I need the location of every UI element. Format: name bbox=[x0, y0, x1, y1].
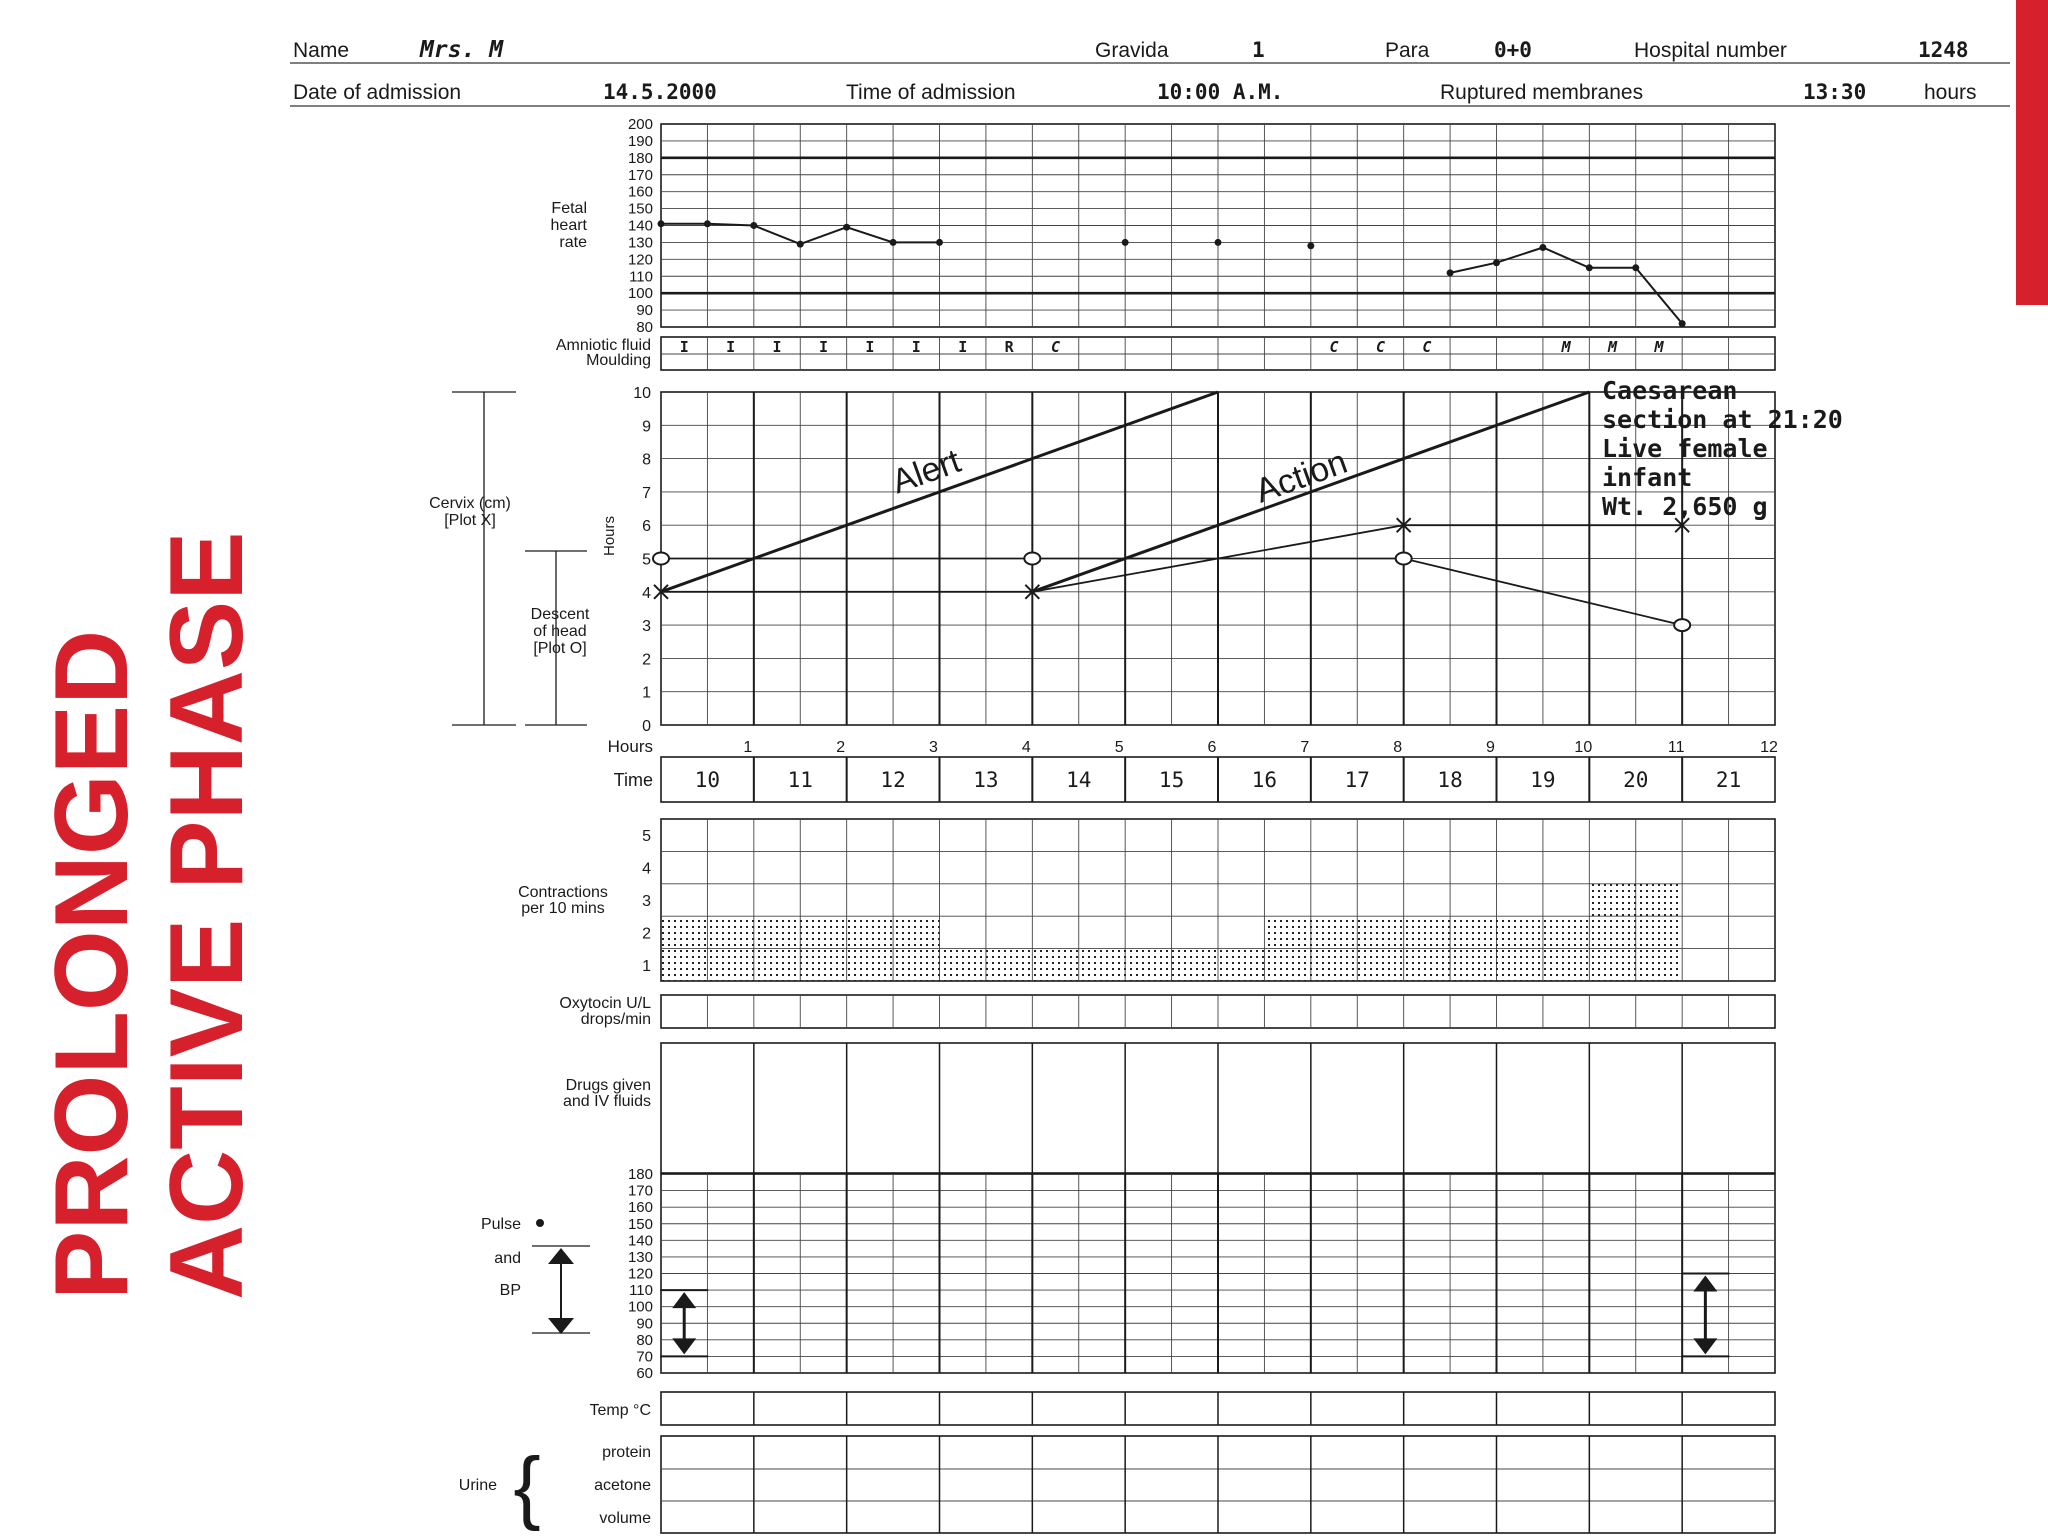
time-row-value: 11 bbox=[787, 768, 813, 792]
contractions-tick-label: 5 bbox=[642, 828, 651, 846]
amniotic-cell: M bbox=[1608, 338, 1618, 356]
fhr-point bbox=[1307, 242, 1314, 249]
hours-row bbox=[608, 737, 1778, 756]
hours-row-value: 12 bbox=[1760, 739, 1778, 756]
hours-row-value: 6 bbox=[1207, 739, 1217, 756]
fhr-point bbox=[890, 239, 897, 246]
descent-label-line: [Plot O] bbox=[533, 640, 587, 657]
pulse-bp-tick-label: 170 bbox=[627, 1182, 653, 1200]
fhr-point bbox=[750, 222, 757, 229]
cervix-label-line: [Plot X] bbox=[444, 512, 496, 529]
cervix-tick-label: 2 bbox=[642, 651, 651, 669]
time-row-label: Time bbox=[613, 770, 653, 790]
membranes-label: Ruptured membranes bbox=[1440, 81, 1644, 104]
contraction-bar bbox=[1497, 916, 1543, 981]
contraction-bar bbox=[707, 916, 753, 981]
urine-sub-label: volume bbox=[599, 1510, 651, 1527]
amniotic-cell: R bbox=[1004, 338, 1014, 356]
contractions-label-line: Contractions bbox=[518, 884, 608, 901]
bp-legend-arrow-down-icon bbox=[548, 1318, 574, 1334]
contraction-bar bbox=[847, 916, 893, 981]
time-row bbox=[614, 757, 1775, 802]
fhr-point bbox=[704, 220, 711, 227]
pulse-label: Pulse bbox=[480, 1216, 521, 1233]
action-label: Action bbox=[1250, 442, 1353, 511]
drugs-block bbox=[563, 1043, 1775, 1173]
time-row-value: 13 bbox=[973, 768, 999, 792]
fhr-point bbox=[1215, 239, 1222, 246]
hours-row-label: Hours bbox=[607, 737, 653, 756]
cervix-tick-label: 3 bbox=[642, 618, 651, 636]
pulse-bp-tick-label: 60 bbox=[636, 1365, 653, 1382]
drugs-label-line: Drugs given bbox=[565, 1077, 651, 1094]
amniotic-cell: M bbox=[1561, 338, 1571, 356]
delivery-annotation-line: Caesarean bbox=[1602, 376, 1738, 405]
fhr-tick-label: 130 bbox=[627, 234, 653, 252]
pulse-bp-label bbox=[481, 1166, 653, 1382]
delivery-annotation-line: section at 21:20 bbox=[1602, 405, 1843, 434]
pulse-and-label: and bbox=[494, 1250, 521, 1267]
amniotic-label-line: Moulding bbox=[586, 352, 651, 369]
contraction-bar bbox=[1125, 949, 1171, 981]
contraction-bar bbox=[986, 949, 1032, 981]
bp-arrow-up-icon bbox=[672, 1292, 696, 1308]
hours-row-value: 3 bbox=[929, 739, 938, 756]
bp-arrow-down-icon bbox=[1693, 1338, 1717, 1354]
fhr-tick-label: 120 bbox=[627, 251, 653, 269]
urine-sub-label: protein bbox=[602, 1444, 651, 1461]
pulse-bp-tick-label: 120 bbox=[627, 1265, 653, 1283]
time-row-value: 15 bbox=[1158, 768, 1185, 792]
fhr-tick-label: 180 bbox=[627, 149, 653, 167]
fhr-label-line: heart bbox=[550, 217, 587, 234]
header-block bbox=[290, 37, 2010, 106]
hours-row-value: 7 bbox=[1300, 739, 1310, 756]
fhr-tick-label: 150 bbox=[627, 200, 653, 218]
amniotic-cell: M bbox=[1654, 338, 1664, 356]
oxytocin-label-line: drops/min bbox=[580, 1011, 651, 1028]
contraction-bar bbox=[1589, 884, 1635, 981]
delivery-annotation-line: Live female bbox=[1602, 434, 1768, 463]
amniotic-cell: I bbox=[679, 338, 689, 356]
pulse-bp-grid bbox=[661, 1174, 1775, 1373]
urine-label: Urine bbox=[458, 1477, 497, 1494]
drugs-label-line: and IV fluids bbox=[562, 1093, 651, 1110]
bp-arrow-down-icon bbox=[672, 1338, 696, 1354]
urine-block bbox=[459, 1436, 1775, 1533]
time-row-value: 17 bbox=[1344, 768, 1370, 792]
descent-label-line: Descent bbox=[530, 606, 590, 623]
hours-row-value: 8 bbox=[1393, 739, 1403, 756]
descent-o-mark bbox=[653, 553, 669, 565]
descent-o-mark bbox=[1024, 553, 1040, 565]
pulse-bp-tick-label: 80 bbox=[636, 1331, 653, 1349]
descent-label-line: of head bbox=[533, 623, 587, 640]
bp-arrow-up-icon bbox=[1693, 1276, 1717, 1292]
fhr-point bbox=[843, 224, 850, 231]
contraction-bar bbox=[1032, 949, 1078, 981]
contractions-tick-label: 3 bbox=[642, 893, 651, 910]
amniotic-cell: I bbox=[958, 338, 968, 356]
oxytocin-block bbox=[559, 995, 1775, 1028]
fhr-tick-label: 140 bbox=[627, 217, 653, 235]
amniotic-cell: C bbox=[1329, 338, 1339, 356]
hours-row-value: 9 bbox=[1486, 739, 1495, 756]
cervix-tick-label: 8 bbox=[642, 451, 651, 469]
amniotic-cell: I bbox=[726, 338, 736, 356]
pulse-bp-tick-label: 90 bbox=[636, 1315, 653, 1333]
cervix-tick-label: 10 bbox=[633, 385, 651, 402]
contractions-tick-label: 1 bbox=[642, 957, 651, 975]
hospital-value: 1248 bbox=[1918, 38, 1969, 62]
time-row-value: 14 bbox=[1066, 768, 1092, 792]
pulse-bp-tick-label: 130 bbox=[627, 1248, 653, 1266]
oxytocin-label-line: Oxytocin U/L bbox=[559, 995, 651, 1012]
cervix-tick-label: 5 bbox=[642, 551, 651, 569]
contraction-bar bbox=[940, 949, 986, 981]
cervix-tick-label: 6 bbox=[642, 518, 651, 536]
fhr-point bbox=[1447, 269, 1454, 276]
time-row-value: 18 bbox=[1437, 768, 1463, 792]
time-row-value: 16 bbox=[1251, 768, 1278, 792]
contraction-bar bbox=[661, 916, 707, 981]
contraction-bar bbox=[1636, 884, 1682, 981]
amniotic-cell: I bbox=[818, 338, 828, 356]
admission-time-label: Time of admission bbox=[846, 81, 1016, 104]
time-row-value: 21 bbox=[1715, 768, 1742, 792]
pulse-bp-tick-label: 150 bbox=[627, 1215, 653, 1233]
pulse-bp-tick-label: 180 bbox=[627, 1166, 653, 1183]
fhr-tick-label: 100 bbox=[627, 285, 653, 303]
admission-date-label: Date of admission bbox=[293, 81, 462, 104]
fhr-point bbox=[1586, 264, 1593, 271]
fetal-heart-grid bbox=[661, 124, 1775, 327]
descent-o-mark bbox=[1674, 619, 1690, 631]
temp-label: Temp °C bbox=[589, 1402, 651, 1419]
membranes-value: 13:30 bbox=[1803, 80, 1867, 104]
fhr-tick-label: 90 bbox=[636, 302, 653, 320]
fhr-point bbox=[797, 241, 804, 248]
contraction-bar bbox=[754, 916, 800, 981]
contraction-bar bbox=[1404, 916, 1450, 981]
time-row-value: 19 bbox=[1530, 768, 1556, 792]
urine-sub-label: acetone bbox=[594, 1477, 651, 1494]
slide-title-line-1: PROLONGED bbox=[34, 629, 150, 1300]
amniotic-label-line: Amniotic fluid bbox=[555, 337, 651, 354]
amniotic-cell: I bbox=[865, 338, 875, 356]
contractions-tick-label: 2 bbox=[642, 925, 651, 943]
contraction-bar bbox=[1450, 916, 1496, 981]
pulse-bp-tick-label: 70 bbox=[636, 1348, 653, 1366]
para-label: Para bbox=[1385, 39, 1430, 62]
hours-row-value: 1 bbox=[743, 739, 753, 756]
admission-time-value: 10:00 A.M. bbox=[1157, 80, 1284, 104]
slide-title-line-2: ACTIVE PHASE bbox=[149, 531, 265, 1300]
contractions-label bbox=[518, 828, 651, 975]
time-row-value: 10 bbox=[694, 768, 721, 792]
fhr-point bbox=[1632, 264, 1639, 271]
fhr-tick-label: 200 bbox=[627, 116, 653, 133]
admission-date-value: 14.5.2000 bbox=[603, 80, 717, 104]
bp-label: BP bbox=[499, 1282, 521, 1299]
amniotic-grid bbox=[661, 337, 1775, 370]
contraction-bar bbox=[1264, 916, 1310, 981]
fhr-point bbox=[1493, 259, 1500, 266]
alert-label: Alert bbox=[886, 441, 966, 502]
fhr-tick-label: 190 bbox=[627, 132, 653, 150]
hours-row-value: 11 bbox=[1667, 739, 1685, 756]
time-row-value: 12 bbox=[880, 768, 906, 792]
cervix-tick-label: 4 bbox=[642, 584, 651, 602]
pulse-bp-tick-label: 160 bbox=[627, 1199, 653, 1217]
para-value: 0+0 bbox=[1494, 38, 1532, 62]
cervix-label-line: Cervix (cm) bbox=[429, 495, 511, 512]
fetal-heart-label bbox=[551, 116, 653, 336]
fhr-label-line: Fetal bbox=[551, 200, 587, 217]
pulse-bp-plot bbox=[660, 1274, 1729, 1357]
delivery-annotation-line: Wt. 2,650 g bbox=[1602, 492, 1768, 521]
contractions-label-line: per 10 mins bbox=[521, 900, 605, 917]
contraction-bar bbox=[1543, 916, 1589, 981]
hours-row-value: 10 bbox=[1574, 739, 1593, 756]
cervix-label bbox=[429, 385, 651, 735]
name-label: Name bbox=[293, 39, 350, 62]
fhr-point bbox=[1679, 320, 1686, 327]
amniotic-cell: C bbox=[1422, 338, 1432, 356]
cervix-tick-label: 1 bbox=[642, 684, 651, 702]
delivery-annotation bbox=[1602, 376, 1843, 521]
gravida-value: 1 bbox=[1252, 38, 1265, 62]
fhr-point bbox=[658, 220, 665, 227]
amniotic-cell: I bbox=[911, 338, 921, 356]
fhr-point bbox=[1122, 239, 1129, 246]
temperature-block bbox=[589, 1392, 1775, 1425]
hours-row-value: 2 bbox=[836, 739, 846, 756]
gravida-label: Gravida bbox=[1095, 39, 1169, 62]
cervix-tick-label: 7 bbox=[642, 484, 651, 502]
fhr-point bbox=[936, 239, 943, 246]
cervix-hours-axis-label: Hours bbox=[601, 515, 618, 557]
contraction-bar bbox=[1357, 916, 1403, 981]
fhr-label-line: rate bbox=[559, 234, 587, 251]
amniotic-label bbox=[556, 337, 651, 369]
hospital-label: Hospital number bbox=[1634, 39, 1787, 62]
bp-legend-arrow-up-icon bbox=[548, 1248, 574, 1264]
fhr-tick-label: 80 bbox=[636, 319, 653, 336]
descent-o-mark bbox=[1396, 553, 1412, 565]
contraction-bar bbox=[1218, 949, 1264, 981]
name-value: Mrs. M bbox=[420, 37, 504, 63]
contraction-bar bbox=[1311, 916, 1357, 981]
hours-row-value: 5 bbox=[1114, 739, 1124, 756]
contractions-tick-label: 4 bbox=[642, 860, 651, 878]
contraction-bar bbox=[800, 916, 846, 981]
urine-brace-icon: { bbox=[513, 1441, 541, 1532]
pulse-dot-icon bbox=[536, 1219, 544, 1227]
fhr-tick-label: 160 bbox=[627, 183, 653, 201]
pulse-bp-tick-label: 140 bbox=[627, 1232, 653, 1250]
cervix-tick-label: 0 bbox=[642, 718, 651, 735]
delivery-annotation-line: infant bbox=[1602, 463, 1693, 492]
hours-row-value: 4 bbox=[1021, 739, 1031, 756]
pulse-bp-tick-label: 110 bbox=[629, 1282, 653, 1300]
time-row-value: 20 bbox=[1623, 768, 1649, 792]
contraction-bar bbox=[1172, 949, 1218, 981]
membranes-unit: hours bbox=[1924, 81, 1977, 104]
amniotic-cell: C bbox=[1051, 338, 1061, 356]
pulse-bp-tick-label: 100 bbox=[627, 1298, 653, 1316]
amniotic-cell: I bbox=[772, 338, 782, 356]
fhr-point bbox=[1539, 244, 1546, 251]
cervix-tick-label: 9 bbox=[642, 418, 651, 436]
amniotic-cell: C bbox=[1375, 338, 1385, 356]
fhr-tick-label: 110 bbox=[629, 268, 653, 286]
fhr-tick-label: 170 bbox=[627, 166, 653, 184]
contraction-bar bbox=[1079, 949, 1125, 981]
contraction-bar bbox=[893, 916, 939, 981]
